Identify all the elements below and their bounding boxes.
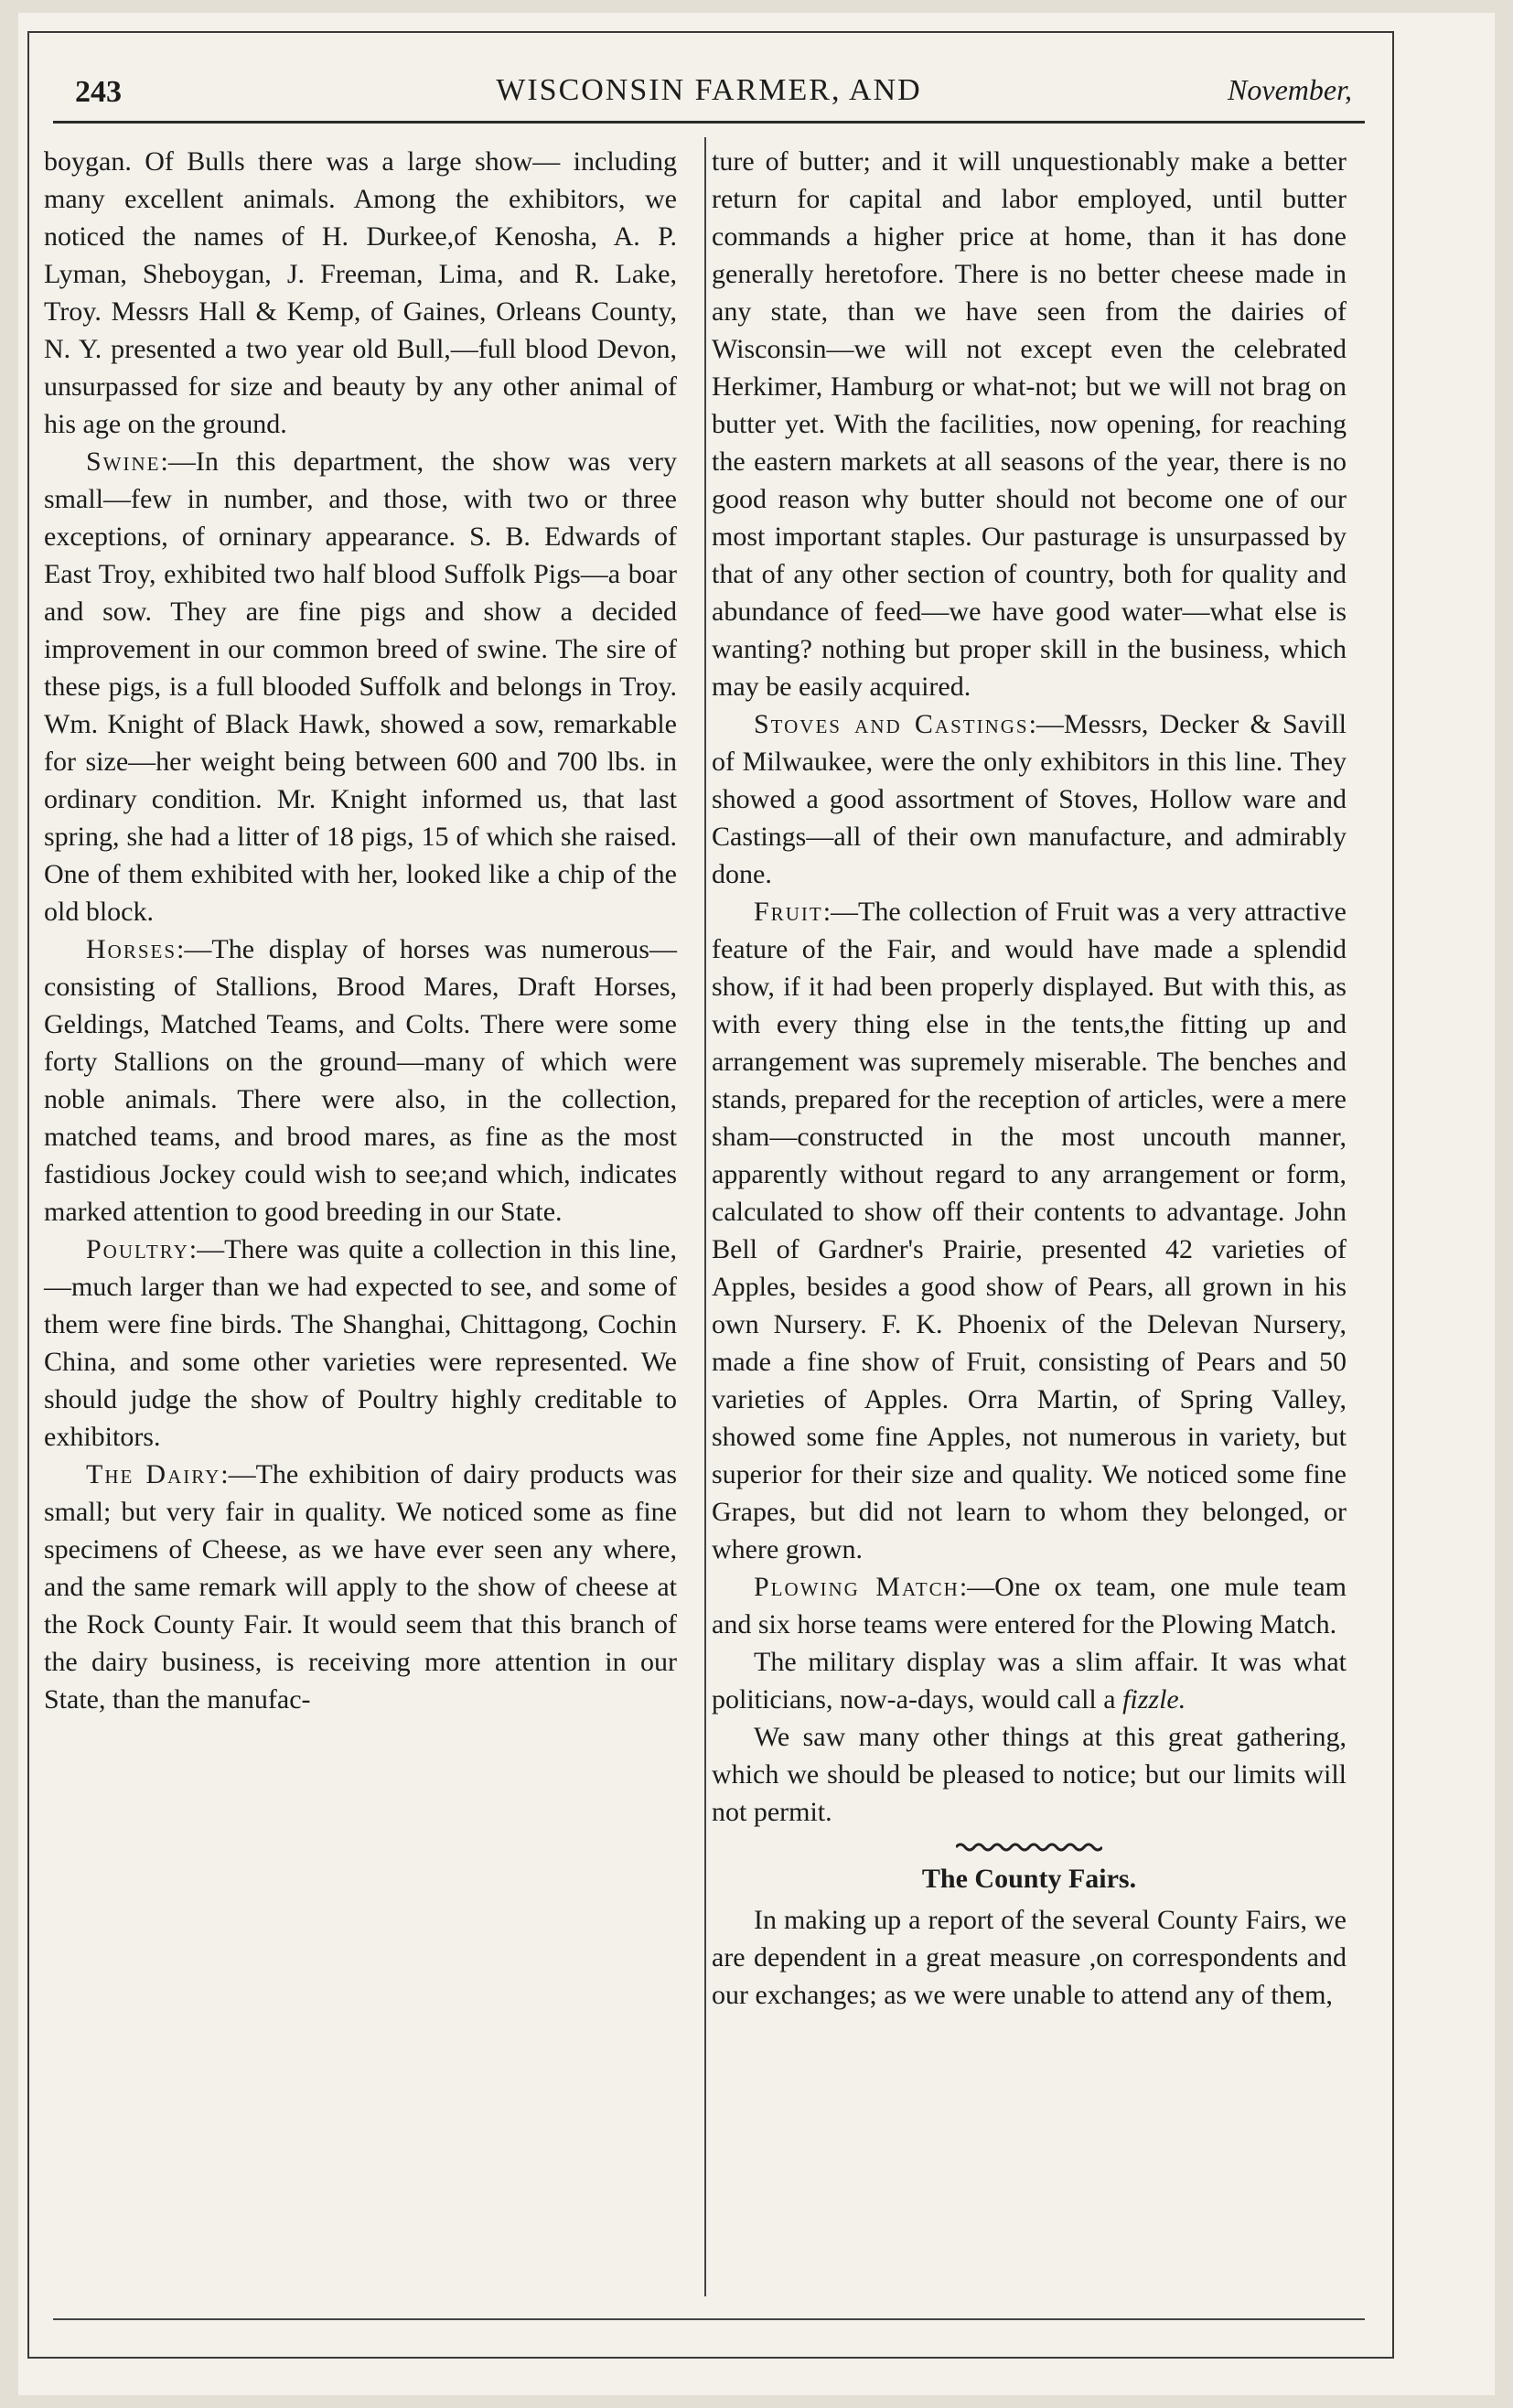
- fruit-text: :—The collection of Fruit was a very attractive feature of the Fair, and would have made a splendid show, if it had been properly displayed. But with this, as with every thing else in the tents,the fitting up and arrangement was supremely miserable. The benches and stands, prepared for the reception of articles, were a mere sham—constructed in the most uncouth manner, apparently without regard to any arrangement or form, calculated to show off their contents to advantage. John Bell of Gardner's Prairie, presented 42 varieties of Apples, besides a good show of Pears, all grown in his own Nursery. F. K. Phoenix of the Delevan Nursery, made a fine show of Fruit, consisting of Pears and 50 varieties of Apples. Orra Martin, of Spring Valley, showed some fine Apples, not numerous in variety, but superior for their size and quality. We noticed some fine Grapes, but did not learn to whom they belonged, or where grown.: [712, 897, 1347, 1564]
- dairy-text: :—The exhibition of dairy products was small; but very fair in quality. We noticed some as fine specimens of Cheese, as we have ever seen any where, and the same remark will apply to the show of cheese at the Rock County Fair. It would seem that this branch of the dairy business, is receiving more attention in our State, than the manufac-: [44, 1459, 678, 1715]
- page-header: [53, 68, 1365, 119]
- stoves-label: Stoves and Castings: [754, 709, 1029, 739]
- paragraph-stoves: [712, 705, 1347, 893]
- paragraph-poultry: [44, 1231, 677, 1456]
- swine-label: Swine: [86, 446, 161, 477]
- paragraph-horses: [44, 930, 677, 1231]
- footer-rule: [53, 2318, 1365, 2320]
- paragraph-swine: [44, 443, 677, 930]
- dairy-label: The Dairy: [86, 1459, 221, 1489]
- issue-month: November,: [1228, 73, 1352, 106]
- stoves-text: :—Messrs, Decker & Savill of Milwaukee, were the only exhibitors in this line. They showed a good assortment of Stoves, Hollow ware and Castings—all of their own manufacture, and admirably done.: [712, 709, 1347, 889]
- section-heading: The County Fairs.: [921, 1864, 1137, 1894]
- paragraph-dairy-continued: ture of butter; and it will unquestionably make a better return for capital and labor employed, until butter commands a higher price at home, than it has done generally heretofore. There is no better cheese made in any state, than we have seen from the dairies of Wisconsin—we will not except even the celebrated Herkimer, Hamburg or what-not; but we will not brag on butter yet. With the facilities, now opening, for reaching the eastern markets at all seasons of the year, there is no good reason why butter should not become one of our most important staples. Our pasturage is unsurpassed by that of any other section of country, both for quality and abundance of feed—we have good water—what else is wanting? nothing but proper skill in the business, which may be easily acquired.: [712, 146, 1347, 702]
- military-italic: fizzle.: [1122, 1684, 1186, 1715]
- page-number: 243: [75, 75, 122, 109]
- wave-ornament: [712, 1833, 1347, 1858]
- paragraph-county-fairs: In making up a report of the several County Fairs, we are dependent in a great measure ,on correspondents and our exchanges; as we were unable to attend any of them,: [712, 1905, 1347, 2010]
- poultry-text: :—There was quite a collection in this line,—much larger than we had expected to see, and some of them were fine birds. The Shanghai, Chittagong, Cochin China, and some other varieties were represented. We should judge the show of Poultry highly creditable to exhibitors.: [44, 1234, 677, 1452]
- paragraph-bulls: boygan. Of Bulls there was a large show— including many excellent animals. Among the exhibitors, we noticed the names of H. Durkee,of Kenosha, A. P. Lyman, Sheboygan, J. Freeman, Lima, and R. Lake, Troy. Messrs Hall & Kemp, of Gaines, Orleans County, N. Y. presented a two year old Bull,—full blood Devon, unsurpassed for size and beauty by any other animal of his age on the ground.: [44, 146, 677, 439]
- plowing-text: :—One ox team, one mule team and six horse teams were entered for the Plowing Match.: [712, 1572, 1347, 1639]
- right-column: [712, 143, 1347, 2014]
- paragraph-fruit: [712, 893, 1347, 1568]
- horses-label: Horses: [86, 934, 177, 964]
- paragraph-plowing: [712, 1568, 1347, 1643]
- swine-text: :—In this department, the show was very small—few in number, and those, with two or three exceptions, of orninary appearance. S. B. Edwards of East Troy, exhibited two half blood Suffolk Pigs—a boar and sow. They are fine pigs and show a decided improvement in our common breed of swine. The sire of these pigs, is a full blooded Suffolk and belongs in Troy. Wm. Knight of Black Hawk, showed a sow, remarkable for size—her weight being between 600 and 700 lbs. in ordinary condition. Mr. Knight informed us, that last spring, she had a litter of 18 pigs, 15 of which she raised. One of them exhibited with her, looked like a chip of the old block.: [44, 446, 677, 927]
- header-rule: [53, 121, 1365, 124]
- horses-text: :—The display of horses was numerous—consisting of Stallions, Brood Mares, Draft Horses, Geldings, Matched Teams, and Colts. There were some forty Stallions on the ground—many of which were noble animals. There were also, in the collection, matched teams, and brood mares, as fine as the most fastidious Jockey could wish to see;and which, indicates marked attention to good breeding in our State.: [44, 934, 677, 1227]
- left-column: [44, 143, 677, 1718]
- column-divider: [704, 137, 706, 2296]
- paragraph-closing: We saw many other things at this great gathering, which we should be pleased to notice; but our limits will not permit.: [712, 1722, 1347, 1827]
- fruit-label: Fruit: [754, 897, 823, 927]
- running-title: WISCONSIN FARMER, AND: [496, 73, 922, 107]
- paragraph-military: [712, 1643, 1347, 1718]
- military-text: The military display was a slim affair. It was what politicians, now-a-days, would call a: [712, 1647, 1347, 1715]
- plowing-label: Plowing Match: [754, 1572, 960, 1602]
- newspaper-page: [18, 13, 1495, 2395]
- paragraph-dairy: [44, 1456, 677, 1718]
- poultry-label: Poultry: [86, 1234, 189, 1264]
